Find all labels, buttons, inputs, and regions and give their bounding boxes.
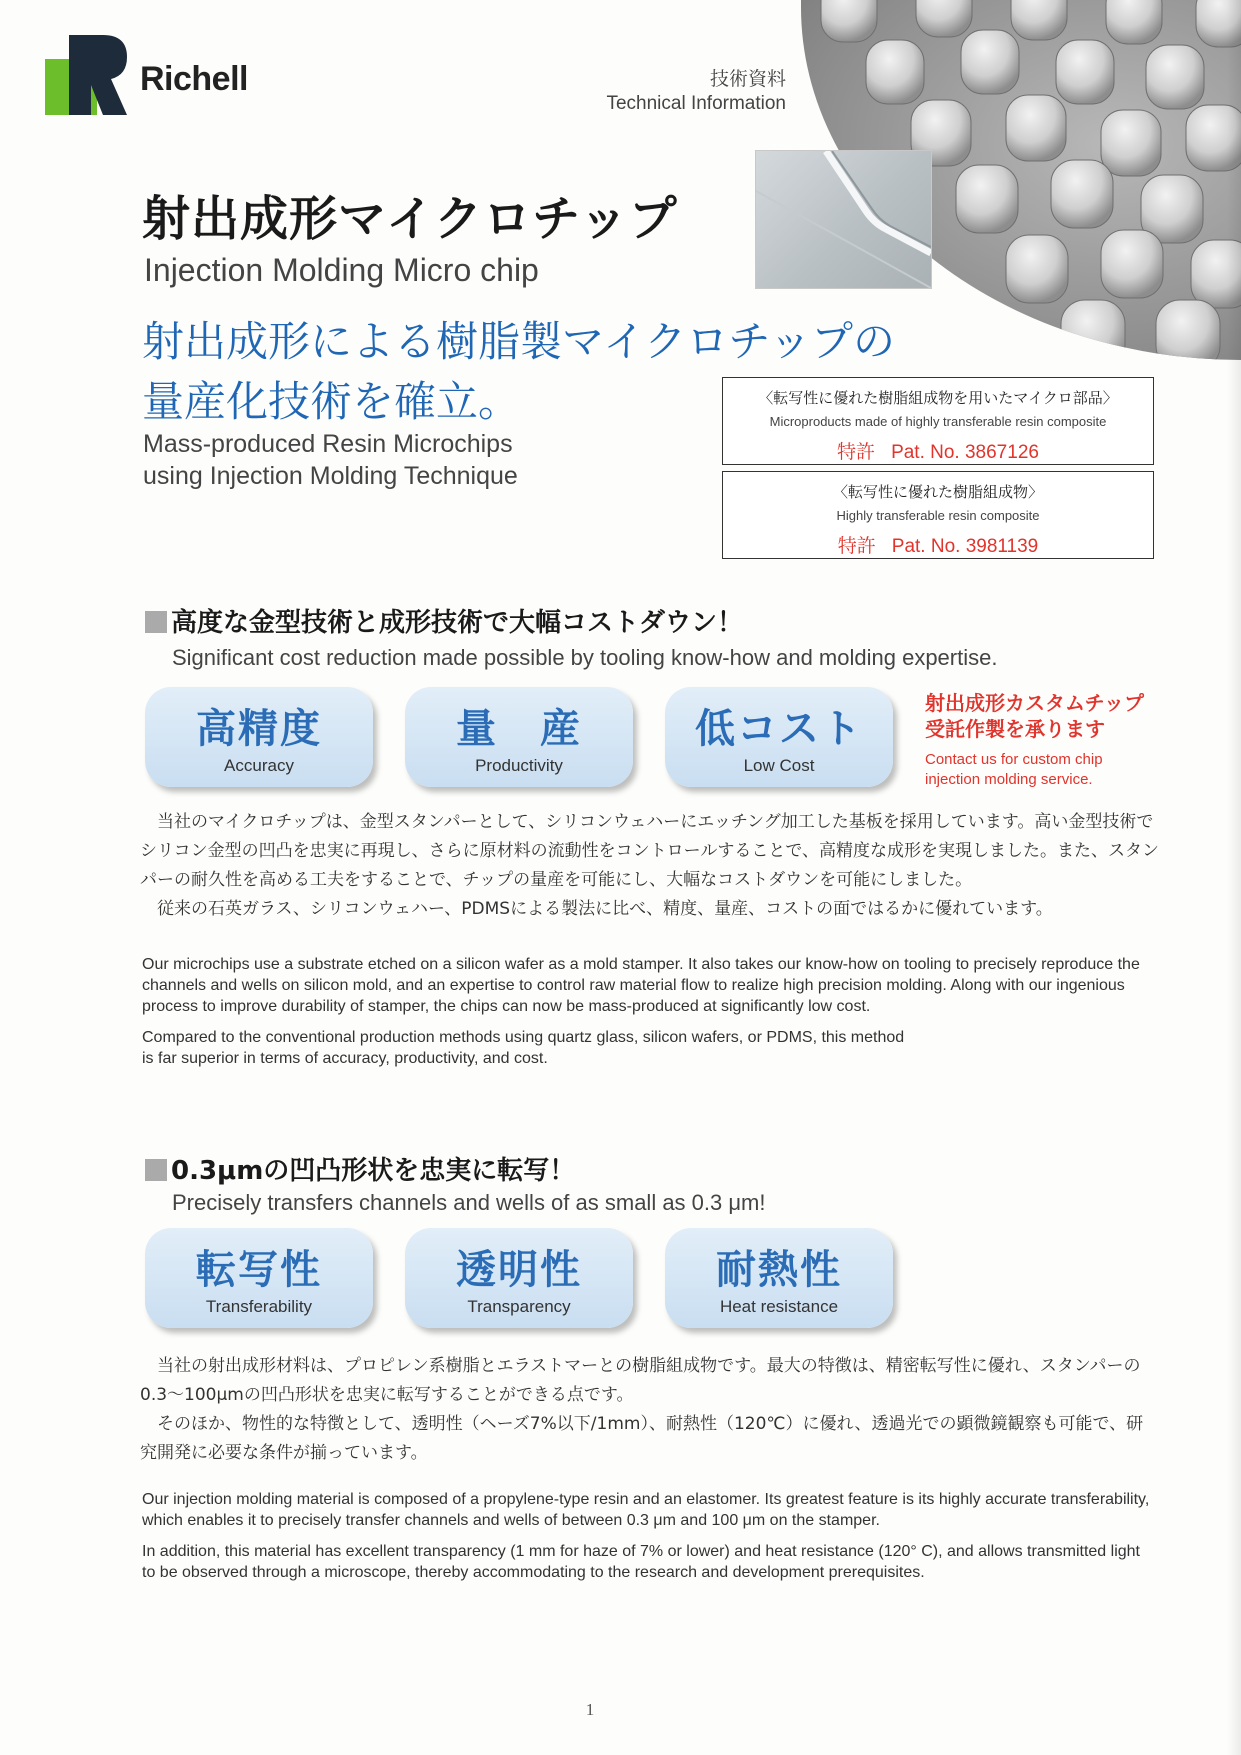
patent-title-jp: 〈転写性に優れた樹脂組成物〉 [832,483,1043,501]
headline-en [143,428,663,492]
patent-title-jp: 〈転写性に優れた樹脂組成物を用いたマイクロ部品〉 [758,389,1118,407]
feature-en: Accuracy [224,756,294,775]
feature-jp: 転写性 [196,1247,322,1293]
headline-jp-line1: 射出成形による樹脂製マイクロチップの [142,317,896,366]
patent-number-value: Pat. No. 3867126 [891,442,1039,463]
patent-number [723,531,1153,558]
patent-label: 特許 [837,442,876,463]
section1-body-en [142,954,1152,1079]
patent-box [722,471,1154,559]
body-paragraph: 従来の石英ガラス、シリコンウェハー、PDMSによる製法に比べ、精度、量産、コストの面ではるかに優れています。 [157,899,1053,919]
section2-title-text: 0.3μmの凹凸形状を忠実に転写！ [171,1156,576,1186]
body-paragraph: 当社の射出成形材料は、プロピレン系樹脂とエラストマーとの樹脂組成物です。最大の特徴は、精密転写性に優れ、スタンパーの0.3〜100μmの凹凸形状を忠実に転写することができる点です。 [140,1356,1141,1405]
contact-en-line1: Contact us for custom chip [925,751,1103,768]
patent-label: 特許 [837,536,876,557]
page-title-en: Injection Molding Micro chip [144,252,539,288]
section1-subtitle: Significant cost reduction made possible by tooling know-how and molding expertise. [172,645,998,670]
body-paragraph: In addition, this material has excellent transparency (1 mm for haze of 7% or lower) and heat resistance (120° C), and allows transmitted light to be observed through a microscope, thereby accommodating to the research and development prerequisites. [142,1543,1140,1581]
brand-name: Richell [140,60,248,98]
tech-info-jp: 技術資料 [709,69,786,90]
contact-jp-line2: 受託作製を承ります [925,717,1105,741]
feature-en: Productivity [475,756,563,775]
section2-body-en [142,1489,1152,1593]
page-edge-shadow [1227,0,1241,1755]
tech-info-label [560,68,786,116]
page-title-jp: 射出成形マイクロチップ [142,191,678,247]
section1-title [145,602,743,639]
channel-closeup-graphic [756,151,931,288]
tech-info-en: Technical Information [606,93,786,114]
section-marker-icon [145,611,167,633]
feature-jp: 透明性 [456,1247,582,1293]
feature-jp: 低コスト [695,706,863,752]
body-paragraph: そのほか、物性的な特徴として、透明性（ヘーズ7%以下/1mm）、耐熱性（120℃）に優れ、透過光での顕微鏡観察も可能で、研究開発に必要な条件が揃っています。 [140,1414,1144,1463]
body-line: Compared to the conventional production methods using quartz glass, silicon wafers, or PDMS, this method [142,1029,905,1046]
contact-callout-en [925,750,1225,790]
feature-en: Low Cost [743,756,815,775]
headline-en-line2: using Injection Molding Technique [143,462,518,490]
body-paragraph [142,1027,1152,1069]
feature-badge-heat-resistance [665,1228,893,1328]
feature-jp: 耐熱性 [716,1247,842,1293]
contact-jp-line1: 射出成形カスタムチップ [925,691,1144,715]
body-paragraph: 当社のマイクロチップは、金型スタンパーとして、シリコンウェハーにエッチング加工した基板を採用しています。高い金型技術でシリコン金型の凹凸を忠実に再現し、さらに原材料の流動性をコントロールすることで、高精度な成形を実現しました。また、スタンパーの耐久性を高める工夫をすることで、チップの量産を可能にし、大幅なコストダウンを可能にしました。 [140,812,1159,890]
feature-badge-transparency [405,1228,633,1328]
richell-logo [45,35,127,115]
page-number: 1 [585,1700,595,1719]
section2-subtitle: Precisely transfers channels and wells of as small as 0.3 μm! [172,1190,766,1215]
patent-title-en: Microproducts made of highly transferable resin composite [769,414,1107,429]
body-paragraph: Our injection molding material is composed of a propylene-type resin and an elastomer. Its greatest feature is its highly accurate transferability, which enables it to precisely transfer channels and wells of between 0.3 μm and 100 μm on the stamper. [142,1491,1150,1529]
patent-number-value: Pat. No. 3981139 [891,536,1039,557]
body-line: is far superior in terms of accuracy, productivity, and cost. [142,1050,548,1067]
section-marker-icon [145,1159,167,1181]
feature-badge-low-cost [665,687,893,787]
feature-badge-transferability [145,1228,373,1328]
patent-title-en: Highly transferable resin composite [836,508,1040,523]
feature-jp: 量 産 [456,706,582,752]
feature-badge-productivity [405,687,633,787]
feature-badge-accuracy [145,687,373,787]
channel-closeup-photo [755,150,932,289]
section2-body-jp [140,1352,1160,1468]
headline-en-line1: Mass-produced Resin Microchips [143,430,513,458]
feature-en: Transferability [205,1297,313,1316]
section1-title-text: 高度な金型技術と成形技術で大幅コストダウン！ [171,608,744,638]
feature-en: Transparency [467,1297,571,1316]
section1-body-jp [140,808,1160,924]
patent-number [723,437,1153,464]
feature-jp: 高精度 [196,706,322,752]
body-paragraph: Our microchips use a substrate etched on a silicon wafer as a mold stamper. It also takes our know-how on tooling to precisely reproduce the channels and wells on silicon mold, and an expertise to control raw material flow to realize high precision molding. Along with our ingenious process to improve durability of stamper, the chips can now be mass-produced at significantly low cost. [142,956,1140,1015]
feature-en: Heat resistance [719,1297,839,1316]
patent-box [722,377,1154,465]
contact-callout-jp [925,690,1225,742]
headline-jp-line2: 量産化技術を確立。 [142,377,521,426]
contact-en-line2: injection molding service. [925,771,1093,788]
section2-title [145,1150,575,1187]
